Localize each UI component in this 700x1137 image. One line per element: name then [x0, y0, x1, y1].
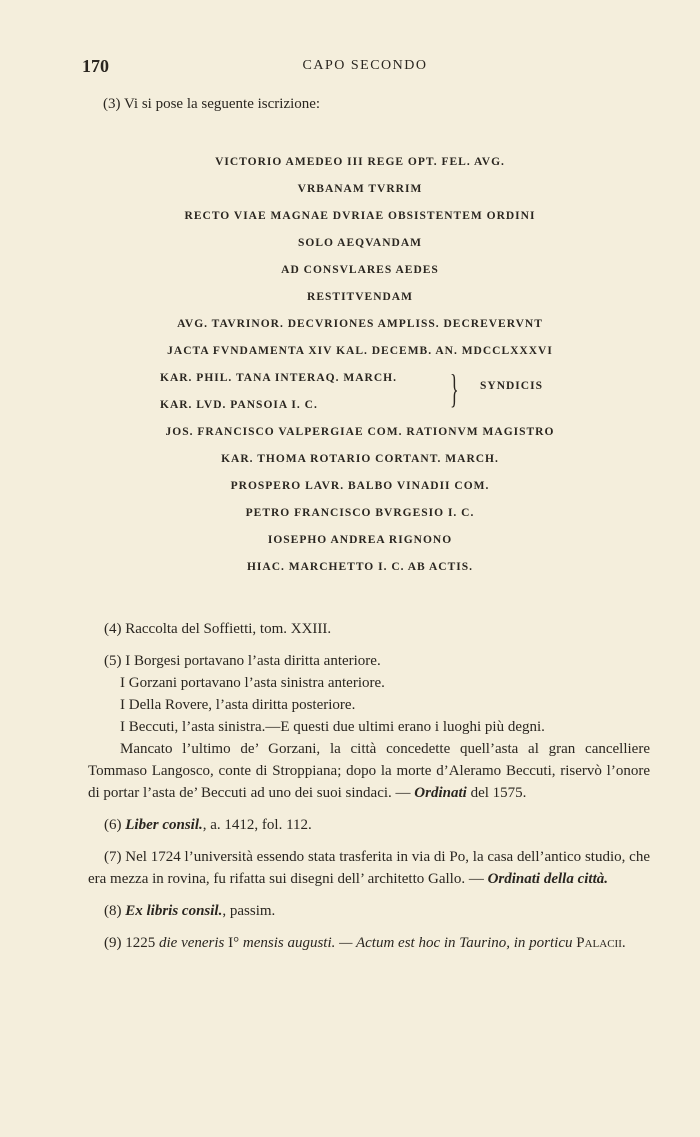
- footnote-7-source: Ordinati della città.: [487, 871, 608, 887]
- inscription-line: VICTORIO AMEDEO III REGE OPT. FEL. AVG.: [215, 156, 505, 168]
- inscription-line: RESTITVENDAM: [307, 291, 413, 303]
- page-number: 170: [82, 56, 109, 76]
- footnote-6-source: Liber consil.: [125, 817, 203, 833]
- footnote-8: [88, 900, 650, 922]
- footnote-6-rest: , a. 1412, fol. 112.: [202, 817, 312, 833]
- inscription-line: VRBANAM TVRRIM: [297, 183, 423, 195]
- inscription-line: IOSEPHO ANDREA RIGNONO: [267, 534, 453, 546]
- footnote-9-place: Palacii.: [572, 935, 626, 951]
- footnote-5-date: del 1575.: [466, 785, 527, 801]
- footnote-5-text: Mancato l’ultimo de’ Gorzani, la città concedette quell’asta al gran cancelliere Tommaso Langosco, conte di Stroppiana; dopo la morte d’Aleramo Beccuti, riservò l’onore di portar l’asta de’ Beccuti ad uno dei suoi sindaci. —: [88, 741, 650, 801]
- inscription-line: KAR. THOMA ROTARIO CORTANT. MARCH.: [221, 453, 499, 465]
- inscription-line: SOLO AEQVANDAM: [297, 237, 422, 249]
- footnote-5-line: (5) I Borgesi portavano l’asta diritta anteriore.: [104, 653, 381, 669]
- inscription-line: PROSPERO LAVR. BALBO VINADII COM.: [230, 480, 490, 492]
- footnote-5-paragraph: [88, 738, 650, 804]
- footnote-4: (4) Raccolta del Soffietti, tom. XXIII.: [104, 621, 332, 637]
- footnote-9-mid: I°: [224, 935, 243, 951]
- inscription-line: PETRO FRANCISCO BVRGESIO I. C.: [245, 507, 475, 519]
- page-header: [82, 56, 628, 76]
- footnote-8-number: (8): [104, 903, 126, 919]
- footnote-8-source: Ex libris consil.: [125, 903, 223, 919]
- syndic-names: [160, 368, 397, 422]
- footnote-8-rest: , passim.: [222, 903, 276, 919]
- inscription-line: HIAC. MARCHETTO I. C. AB ACTIS.: [246, 561, 473, 573]
- footnote-7-text: (7) Nel 1724 l’università essendo stata trasferita in via di Po, la casa dell’antico studio, che era mezza in rovina, fu rifatta sui disegni dell’ architetto Gallo. —: [88, 849, 650, 887]
- syndic-name: KAR. PHIL. TANA INTERAQ. MARCH.: [160, 372, 397, 384]
- footnote-5-source: Ordinati: [414, 785, 467, 801]
- footnote-6-number: (6): [104, 817, 126, 833]
- syndic-name: KAR. LVD. PANSOIA I. C.: [160, 399, 318, 411]
- footnote-3: (3) Vi si pose la seguente iscrizione:: [103, 96, 321, 112]
- footnote-5-line: I Della Rovere, l’asta diritta posteriore.: [120, 697, 356, 713]
- footnote-6: [88, 814, 650, 836]
- inscription-line: JACTA FVNDAMENTA XIV KAL. DECEMB. AN. MDCCLXXXVI: [167, 345, 553, 357]
- inscription-line: AD CONSVLARES AEDES: [281, 264, 439, 276]
- footnote-5-line: I Beccuti, l’asta sinistra.—E questi due ultimi erano i luoghi più degni.: [120, 719, 545, 735]
- inscription-line: JOS. FRANCISCO VALPERGIAE COM. RATIONVM MAGISTRO: [165, 426, 555, 438]
- inscription: [120, 152, 600, 584]
- footnote-9-italic: die veneris: [159, 935, 225, 951]
- footnote-9: [88, 932, 650, 954]
- inscription-line: RECTO VIAE MAGNAE DVRIAE OBSISTENTEM ORDINI: [184, 210, 536, 222]
- curly-brace: }: [450, 366, 460, 411]
- syndics-label: SYNDICIS: [480, 380, 543, 392]
- footnote-9-italic: mensis augusti. — Actum est hoc in Taurino, in porticu: [242, 935, 573, 951]
- running-head: CAPO SECONDO: [302, 58, 428, 73]
- footnote-9-number: (9) 1225: [104, 935, 159, 951]
- footnote-7: [88, 846, 650, 890]
- footnote-5-line: I Gorzani portavano l’asta sinistra anteriore.: [120, 675, 385, 691]
- inscription-line: AVG. TAVRINOR. DECVRIONES AMPLISS. DECREVERVNT: [177, 318, 543, 330]
- inscription-syndics: [120, 368, 600, 422]
- footnotes: [88, 618, 650, 954]
